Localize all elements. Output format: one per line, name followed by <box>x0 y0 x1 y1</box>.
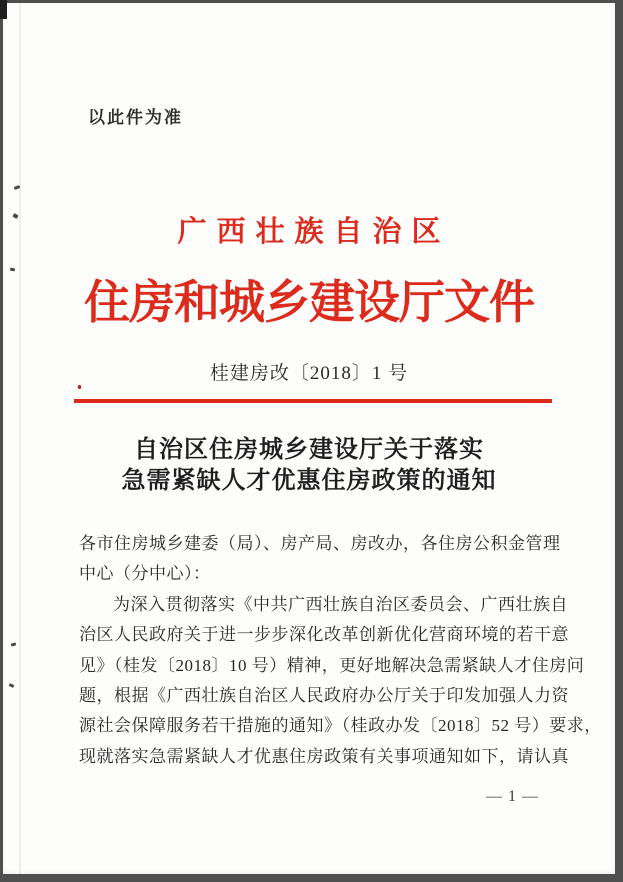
scan-corner-artifact <box>0 0 7 19</box>
document-number: 桂建房改〔2018〕1 号 <box>209 363 409 384</box>
body-line: 源社会保障服务若干措施的通知》（桂政办发〔2018〕52 号）要求， <box>79 716 602 736</box>
stamp-note: 以此件为准 <box>88 108 183 127</box>
page-number: — 1 — <box>486 788 539 805</box>
body-line: 见》（桂发〔2018〕10 号）精神，更好地解决急需紧缺人才住房问 <box>79 655 585 675</box>
body-line: 各市住房城乡建委（局）、房产局、房改办，各住房公积金管理 <box>79 534 561 553</box>
body-line: 题，根据《广西壮族自治区人民政府办公厅关于印发加强人力资 <box>79 686 569 706</box>
letterhead-region-title: 广西壮族自治区 <box>177 216 451 248</box>
scan-red-speck <box>78 385 81 389</box>
document-page <box>3 3 615 874</box>
notice-title-line-2: 急需紧缺人才优惠住房政策的通知 <box>121 468 497 494</box>
letterhead-org-title: 住房和城乡建设厅文件 <box>84 277 534 328</box>
red-divider-rule <box>74 399 552 403</box>
body-line: 治区人民政府关于进一步步深化改革创新优化营商环境的若干意 <box>79 625 569 645</box>
notice-title <box>3 435 615 497</box>
scan-speck <box>10 268 15 272</box>
body-text <box>79 529 602 772</box>
body-line: 现就落实急需紧缺人才优惠住房政策有关事项通知如下，请认真 <box>79 746 569 766</box>
notice-title-line-1: 自治区住房城乡建设厅关于落实 <box>134 437 484 463</box>
body-line: 中心（分中心）： <box>79 564 211 584</box>
body-line: 为深入贯彻落实《中共广西壮族自治区委员会、广西壮族自 <box>113 594 568 614</box>
